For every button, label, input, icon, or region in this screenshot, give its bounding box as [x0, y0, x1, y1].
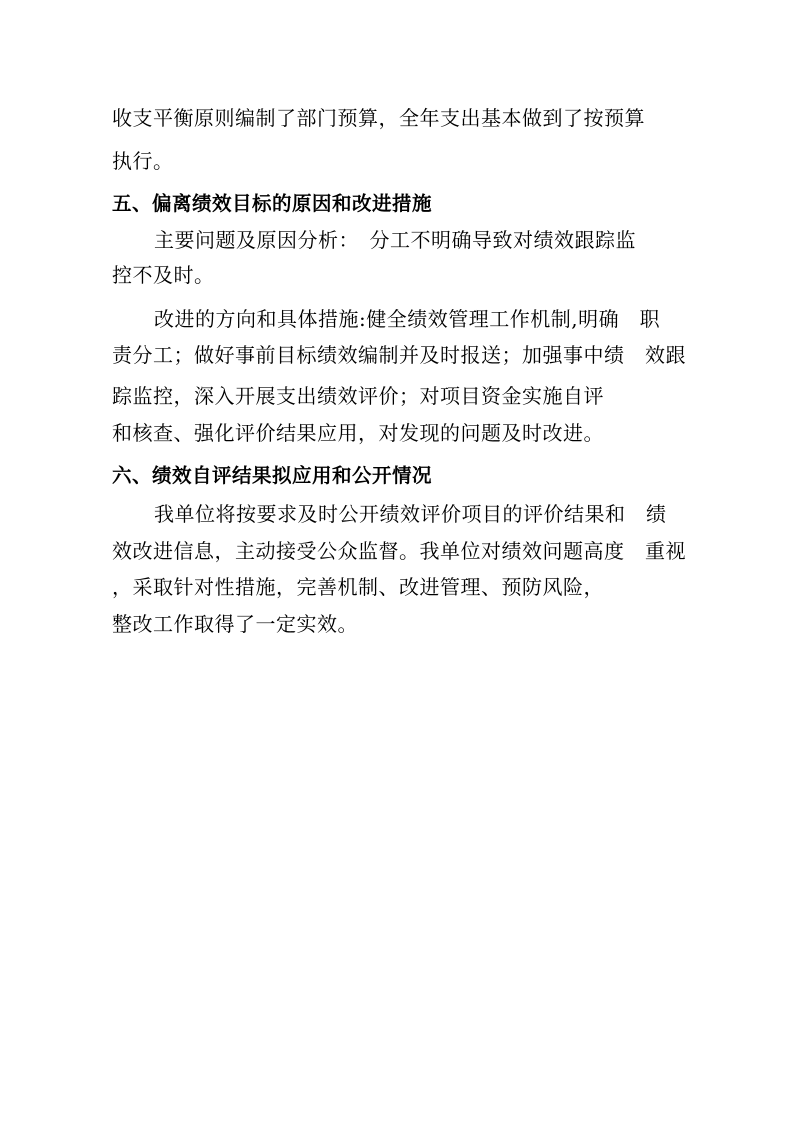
section-heading-6: 六、绩效自评结果拟应用和公开情况 [112, 464, 433, 487]
paragraph-line: 执行。 [112, 149, 174, 173]
paragraph-line: 主要问题及原因分析： 分工不明确导致对绩效跟踪监 [154, 228, 636, 252]
paragraph-line: 改进的方向和具体措施:健全绩效管理工作机制,明确 职 [154, 307, 661, 331]
paragraph-line: 控不及时。 [112, 263, 215, 287]
paragraph-line: 和核查、强化评价结果应用，对发现的问题及时改进。 [112, 421, 604, 445]
paragraph-line: 我单位将按要求及时公开绩效评价项目的评价结果和 绩 [154, 502, 667, 526]
paragraph-line: ，采取针对性措施，完善机制、改进管理、预防风险， [112, 575, 604, 599]
paragraph-line: 踪监控，深入开展支出绩效评价；对项目资金实施自评 [112, 384, 604, 408]
paragraph-line: 责分工；做好事前目标绩效编制并及时报送；加强事中绩 效跟 [112, 343, 686, 367]
section-heading-5: 五、偏离绩效目标的原因和改进措施 [112, 192, 433, 215]
paragraph-line: 收支平衡原则编制了部门预算，全年支出基本做到了按预算 [112, 106, 645, 130]
paragraph-line: 效改进信息，主动接受公众监督。我单位对绩效问题高度 重视 [112, 539, 686, 563]
paragraph-line: 整改工作取得了一定实效。 [112, 612, 358, 636]
